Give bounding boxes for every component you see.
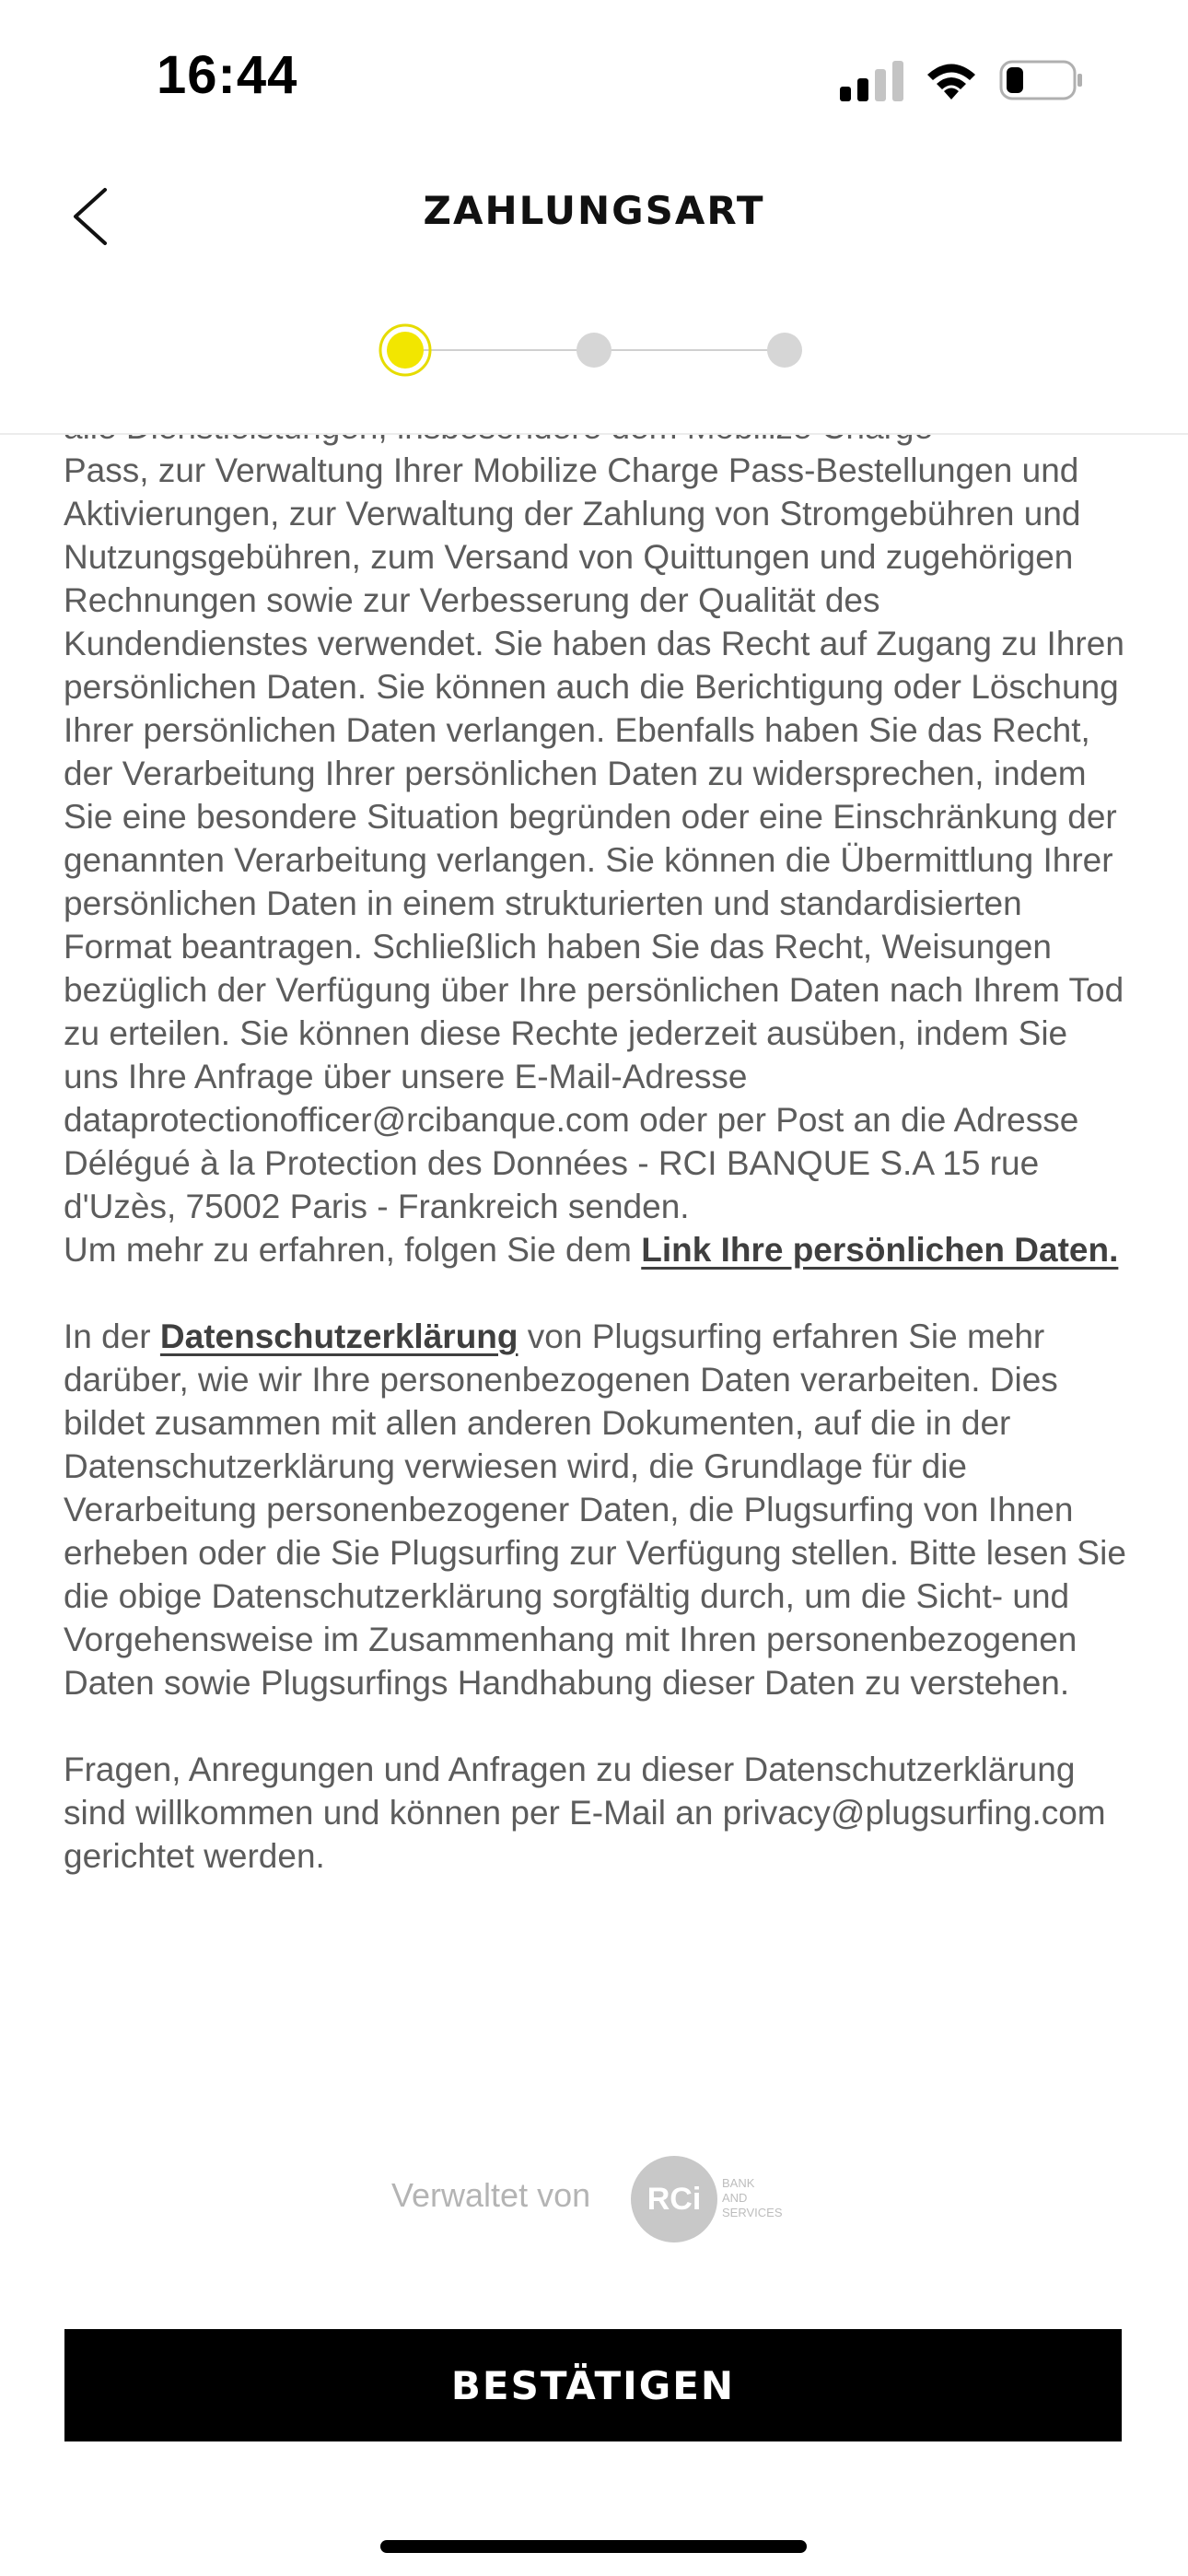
rci-logo-subtext: BANK AND SERVICES — [722, 2176, 783, 2219]
step-2-dot — [577, 333, 611, 368]
privacy-paragraph-1-text: Pass, zur Verwaltung Ihrer Mobilize Charge Pass-Bestellungen und Aktivierungen, zur Verwaltung der Zahlung von Stromgebühren und Nutzungsgebühren, zum Versand von Quittungen und zugehörigen Rechnungen sowie zur Verbesserung der Qualität des Kundendienstes verwendet. Sie haben das Recht auf Zugang zu Ihren persönlichen Daten. Sie können auch die Berichtigung oder Löschung Ihrer persönlichen Daten verlangen. Ebenfalls haben Sie das Recht, der Verarbeitung Ihrer persönlichen Daten zu widersprechen, indem Sie eine besondere Situation begründen oder eine Einschränkung der genannten Verarbeitung verlangen. Sie können die Übermittlung Ihrer persönlichen Daten in einem strukturierten und standardisierten Format beantragen. Schließlich haben Sie das Recht, Weisungen bezüglich der Verfügung über Ihre persönlichen Daten nach Ihrem Tod zu erteilen. Sie können diese Rechte jederzeit ausüben, indem Sie uns Ihre Anfrage über unsere E-Mail-Adresse dataprotectionofficer@rcibanque.com oder per Post an die Adresse Délégué à la Protection des Données - RCI BANQUE S.A 15 rue d'Uzès, 75002 Paris - Frankreich senden. — [64, 451, 1124, 1225]
privacy-policy-link[interactable]: Datenschutzerklärung — [159, 1317, 518, 1355]
privacy-text-content[interactable] — [64, 405, 1132, 1921]
privacy-paragraph-2-prefix: In der — [64, 1317, 160, 1355]
battery-icon — [999, 60, 1084, 100]
privacy-paragraph-2 — [64, 1315, 1132, 1704]
personal-data-link[interactable]: Link Ihre persönlichen Daten. — [641, 1231, 1119, 1269]
confirm-button[interactable]: BESTÄTIGEN — [64, 2329, 1122, 2441]
rci-logo: RCi — [631, 2156, 717, 2242]
status-time: 16:44 — [157, 45, 298, 105]
privacy-paragraph-3-text: Fragen, Anregungen und Anfragen zu dieser Datenschutzerklärung sind willkommen und können per E-Mail an privacy@plugsurfing.com gerichtet werden. — [64, 1751, 1106, 1875]
navigation-header — [0, 157, 1188, 435]
page-title: ZAHLUNGSART — [423, 188, 765, 233]
wifi-icon — [924, 57, 979, 101]
home-indicator — [380, 2540, 807, 2553]
status-bar — [0, 0, 1188, 157]
cellular-signal-icon — [840, 61, 904, 101]
more-info-text: Um mehr zu erfahren, folgen Sie dem — [64, 1231, 642, 1269]
progress-stepper — [368, 322, 810, 378]
managed-by-footer — [0, 2156, 1188, 2241]
privacy-paragraph-2-text: von Plugsurfing erfahren Sie mehr darüber, wie wir Ihre personenbezogenen Daten verarbeiten. Dies bildet zusammen mit allen anderen Dokumenten, auf die in der Datenschutzerklärung verwiesen wird, die Grundlage für die Verarbeitung personenbezogener Daten, die Plugsurfing von Ihnen erheben oder die Sie Plugsurfing zur Verfügung stellen. Bitte lesen Sie die obige Datenschutzerklärung sorgfältig durch, um die Sicht- und Vorgehensweise im Zusammenhang mit Ihren personenbezogenen Daten sowie Plugsurfings Handhabung dieser Daten zu verstehen. — [64, 1317, 1126, 1702]
privacy-paragraph-1 — [64, 449, 1132, 1271]
managed-by-label: Verwaltet von — [391, 2176, 591, 2214]
privacy-paragraph-3 — [64, 1748, 1132, 1878]
step-3-dot — [767, 333, 802, 368]
